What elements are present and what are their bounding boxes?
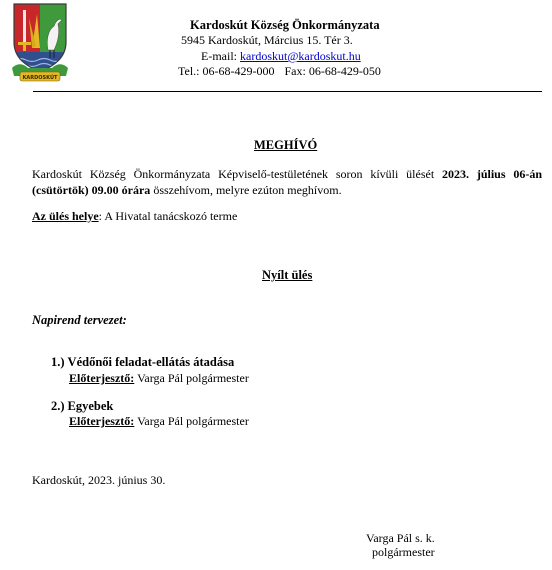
document-title: MEGHÍVÓ xyxy=(254,138,318,152)
signature-role: polgármester xyxy=(372,545,435,559)
agenda-item xyxy=(51,355,234,370)
phone-fax-line xyxy=(178,64,381,78)
agenda-item-title: Egyebek xyxy=(67,399,114,413)
email-line xyxy=(201,49,361,63)
svg-text:KARDOSKÚT: KARDOSKÚT xyxy=(22,75,58,81)
agenda-item-number: 1.) xyxy=(51,355,65,369)
meeting-date: 2023. július 06-án (csütörtök) 09.00 órára xyxy=(32,167,542,197)
location-label: Az ülés helye xyxy=(32,209,99,223)
fax-label: Fax: xyxy=(284,64,306,78)
header-divider xyxy=(33,91,542,92)
agenda-item xyxy=(51,399,113,414)
intro-text-start: Kardoskút Község Önkormányzata Képviselő-testületének soron kívüli ülését xyxy=(32,167,442,181)
presenter-label: Előterjesztő: xyxy=(69,371,135,385)
location-value: : A Hivatal tanácskozó terme xyxy=(98,209,238,223)
organization-name: Kardoskút Község Önkormányzata xyxy=(190,18,380,32)
invitation-paragraph xyxy=(32,166,542,198)
agenda-label: Napirend tervezet: xyxy=(32,313,127,327)
email-link[interactable]: kardoskut@kardoskut.hu xyxy=(240,49,361,63)
intro-text-end: összehívom, melyre ezúton meghívom. xyxy=(150,183,342,197)
email-label: E-mail: xyxy=(201,49,237,63)
place-and-date: Kardoskút, 2023. június 30. xyxy=(32,473,166,487)
signature-name: Varga Pál s. k. xyxy=(366,531,435,545)
agenda-item-number: 2.) xyxy=(51,399,65,413)
fax-number: 06-68-429-050 xyxy=(308,64,381,78)
coat-of-arms-logo xyxy=(10,2,70,84)
meeting-location xyxy=(32,209,237,224)
tel-number: 06-68-429-000 xyxy=(202,64,275,78)
agenda-item-title: Védőnői feladat-ellátás átadása xyxy=(67,355,235,369)
section-title: Nyílt ülés xyxy=(262,268,313,282)
organization-address: 5945 Kardoskút, Március 15. Tér 3. xyxy=(181,33,353,47)
tel-label: Tel.: xyxy=(178,64,200,78)
agenda-item-presenter xyxy=(69,414,249,429)
presenter-name: Varga Pál polgármester xyxy=(134,371,249,385)
presenter-label: Előterjesztő: xyxy=(69,414,135,428)
agenda-item-presenter xyxy=(69,371,249,386)
presenter-name: Varga Pál polgármester xyxy=(134,414,249,428)
